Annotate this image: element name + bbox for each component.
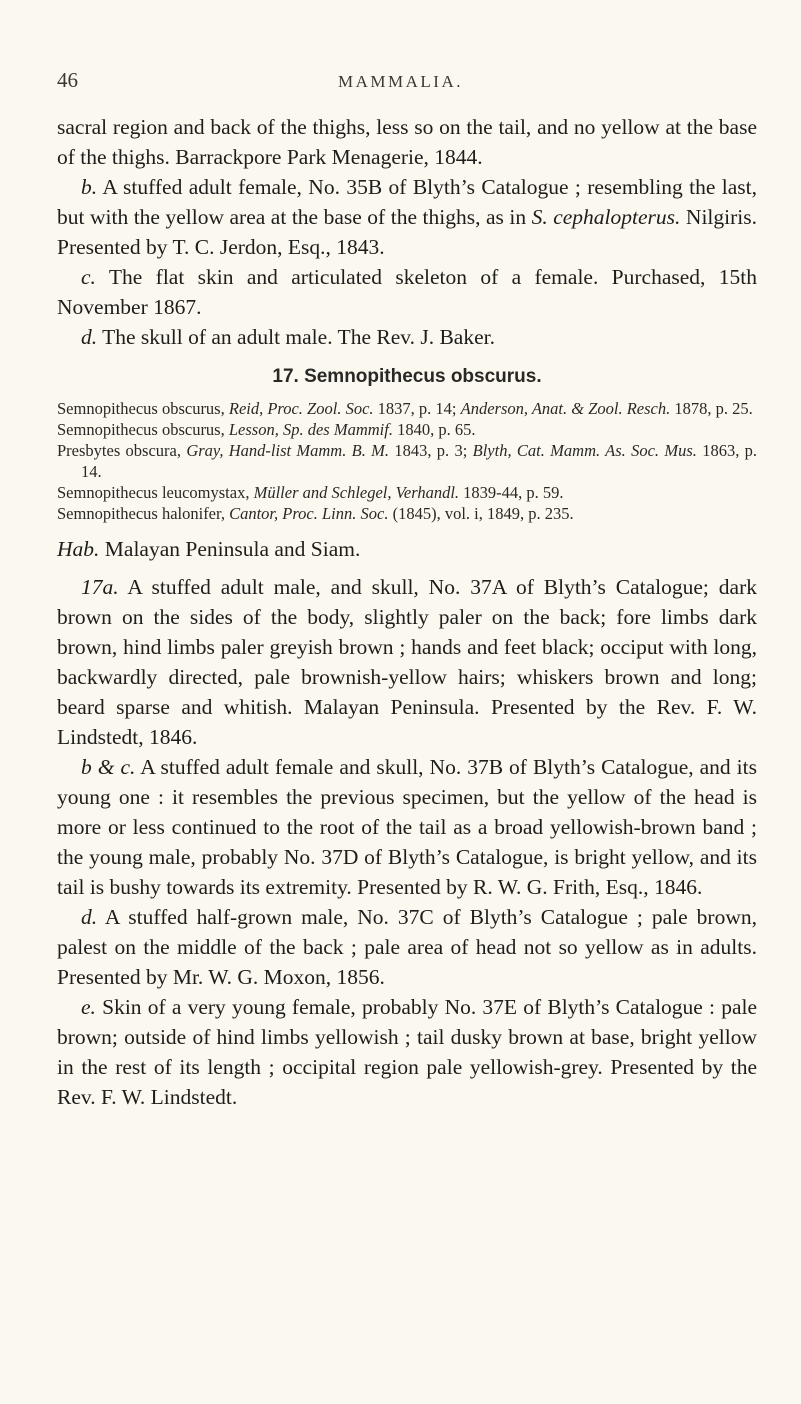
specimen-text: A stuffed half-grown male, No. 37C of Blyth’s Catalogue ; pale brown, palest on the middle of the back ; pale area of head not so yellow as in adults. Presented by Mr. W. G. Moxon, 1856.	[57, 905, 757, 989]
specimen-text-tail: Nilgiris. Presented by T. C. Jerdon, Esq., 1843.	[57, 205, 758, 259]
synonym-entry	[57, 419, 757, 440]
synonym-ref: 1878, p. 25.	[670, 399, 753, 418]
specimen-entry	[57, 992, 757, 1112]
habitat-line	[57, 534, 757, 564]
continuation-paragraph: sacral region and back of the thighs, less so on the tail, and no yellow at the base of the thighs. Barrackpore Park Menagerie, 1844.	[57, 115, 757, 169]
specimen-label: d.	[81, 325, 98, 349]
synonym-citation: Blyth, Cat. Mamm. As. Soc. Mus.	[472, 441, 697, 460]
specimen-label: 17a.	[81, 575, 119, 599]
synonym-name: Semnopithecus obscurus,	[57, 420, 229, 439]
synonym-entry	[57, 503, 757, 524]
synonym-citation: Cantor, Proc. Linn. Soc.	[229, 504, 389, 523]
specimen-text: A stuffed adult male, and skull, No. 37A of Blyth’s Catalogue; dark brown on the sides of the body, slightly paler on the back; fore limbs dark brown, hind limbs paler greyish brown ; hands and feet black; occiput with long, backwardly directed, pale brownish-yellow hairs; whiskers brown and long; beard sparse and whitish. Malayan Peninsula. Presented by the Rev. F. W. Lindstedt, 1846.	[57, 575, 757, 749]
synonym-ref: (1845), vol. i, 1849, p. 235.	[388, 504, 574, 523]
synonym-name: Semnopithecus halonifer,	[57, 504, 230, 523]
specimen-text: A stuffed adult female and skull, No. 37B of Blyth’s Catalogue, and its young one : it resembles the previous specimen, but the yellow of the head is more or less continued to the root of the tail as a broad yellowish-brown band ; the young male, probably No. 37D of Blyth’s Catalogue, is bright yellow, and its tail is bushy towards its extremity. Presented by R. W. G. Frith, Esq., 1846.	[57, 755, 757, 899]
page-number: 46	[57, 68, 78, 92]
specimen-entry	[57, 902, 757, 992]
specimen-label: d.	[81, 905, 98, 929]
specimen-entry	[57, 262, 757, 322]
running-head: MAMMALIA.	[338, 72, 463, 91]
synonym-name: Semnopithecus leucomystax,	[57, 483, 254, 502]
specimen-label: b & c.	[81, 755, 136, 779]
synonym-name: Semnopithecus obscurus,	[57, 399, 229, 418]
synonymy-list	[57, 398, 757, 524]
body-text	[57, 112, 757, 1112]
synonym-entry	[57, 398, 757, 419]
synonym-citation: Gray, Hand-list Mamm. B. M.	[186, 441, 390, 460]
synonym-ref: 1837, p. 14;	[373, 399, 461, 418]
synonym-ref: 1843, p. 3;	[389, 441, 473, 460]
synonym-citation: Müller and Schlegel, Verhandl.	[253, 483, 460, 502]
specimen-label: b.	[81, 175, 98, 199]
synonym-ref: 1840, p. 65.	[392, 420, 476, 439]
specimen-text: The flat skin and articulated skeleton of a female. Purchased, 15th November 1867.	[57, 265, 757, 319]
habitat-label: Hab.	[57, 537, 100, 561]
specimen-entry	[57, 172, 757, 262]
species-name: S. cephalopterus.	[531, 205, 681, 229]
specimen-text: The skull of an adult male. The Rev. J. Baker.	[97, 325, 495, 349]
habitat-text: Malayan Peninsula and Siam.	[99, 537, 361, 561]
specimen-text: Skin of a very young female, probably No. 37E of Blyth’s Catalogue : pale brown; outside of hind limbs yellowish ; tail dusky brown at base, bright yellow in the rest of its length ; occipital region pale yellowish-grey. Presented by the Rev. F. W. Lindstedt.	[57, 995, 757, 1109]
synonym-name: Presbytes obscura,	[57, 441, 187, 460]
specimen-label: c.	[81, 265, 96, 289]
synonym-ref: 1839-44, p. 59.	[459, 483, 564, 502]
synonym-entry	[57, 440, 757, 482]
specimen-entry	[57, 752, 757, 902]
specimen-entry	[57, 322, 757, 352]
species-heading: 17. Semnopithecus obscurus.	[272, 366, 542, 387]
synonym-citation: Lesson, Sp. des Mammif.	[228, 420, 393, 439]
specimen-entry	[57, 572, 757, 752]
specimen-text: A stuffed adult female, No. 35B of Blyth’s Catalogue ; resembling the last, but with the yellow area at the base of the thighs, as in	[57, 175, 757, 229]
synonym-citation: Anderson, Anat. & Zool. Resch.	[460, 399, 671, 418]
synonym-entry	[57, 482, 757, 503]
synonym-citation: Reid, Proc. Zool. Soc.	[228, 399, 374, 418]
synonym-ref: 1863, p. 14.	[81, 441, 758, 481]
specimen-label: e.	[81, 995, 96, 1019]
